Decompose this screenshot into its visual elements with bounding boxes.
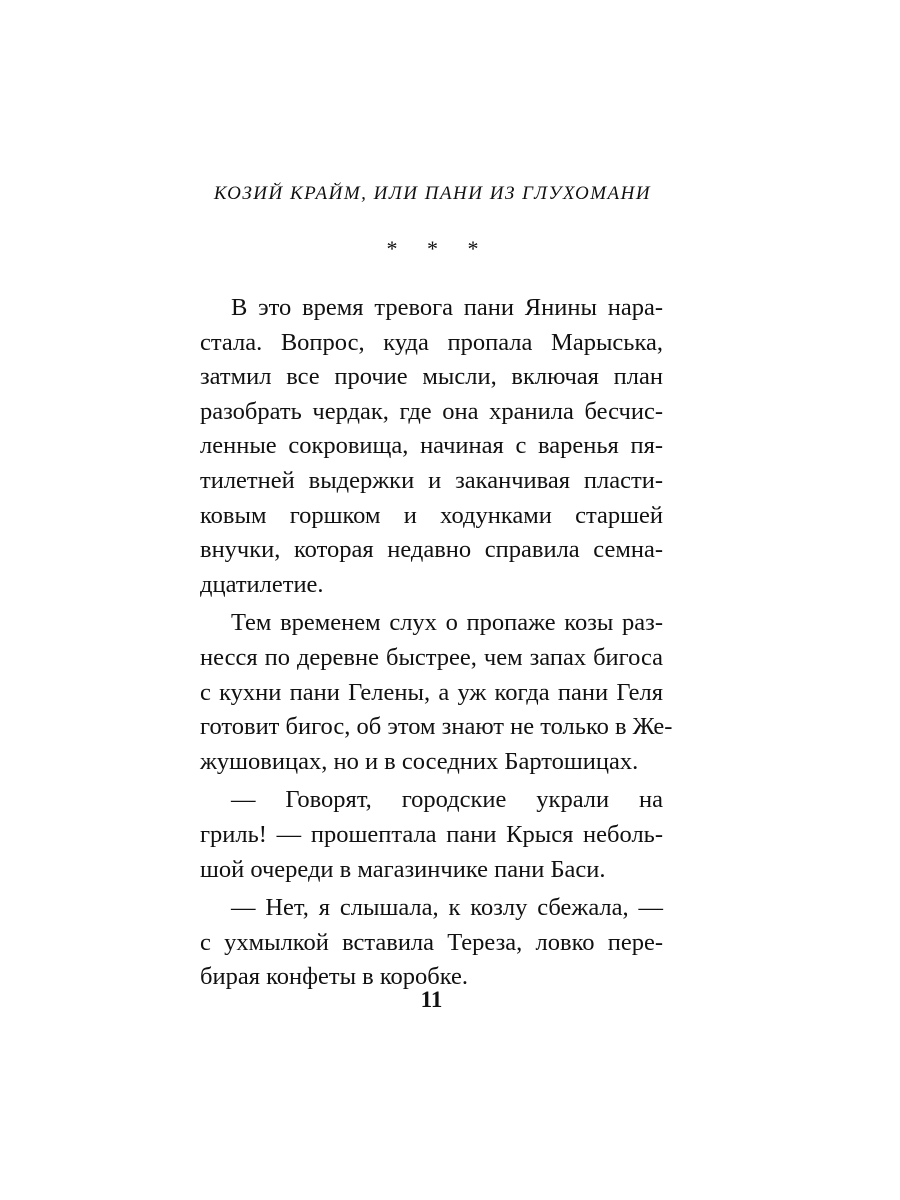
page-number: 11 — [420, 987, 443, 1012]
text-line: ленные сокровища, начиная с варенья пя- — [200, 432, 663, 460]
text-line: несся по деревне быстрее, чем запах бигоса — [200, 643, 663, 671]
text-line: гриль! — прошептала пани Крыся неболь- — [200, 820, 663, 848]
text-line: тилетней выдержки и заканчивая пласти- — [200, 466, 663, 494]
text-line: дцатилетие. — [200, 570, 324, 598]
text-line: Тем временем слух о пропаже козы раз- — [231, 609, 663, 637]
text-line: с кухни пани Гелены, а уж когда пани Геля — [200, 678, 663, 706]
running-head: КОЗИЙ КРАЙМ, ИЛИ ПАНИ ИЗ ГЛУХОМАНИ — [213, 183, 652, 204]
text-line: — Нет, я слышала, к козлу сбежала, — — [231, 894, 663, 922]
text-line: жушовицах, но и в соседних Бартошицах. — [200, 747, 639, 775]
text-line: шой очереди в магазинчике пани Баси. — [200, 855, 606, 883]
body-text — [200, 291, 673, 995]
text-line: ковым горшком и ходунками старшей — [200, 501, 663, 529]
text-line: стала. Вопрос, куда пропала Марыська, — [200, 328, 663, 356]
text-line: бирая конфеты в коробке. — [200, 963, 469, 991]
text-line: разобрать чердак, где она хранила бесчис- — [200, 397, 663, 425]
text-line: затмил все прочие мысли, включая план — [200, 363, 663, 391]
text-line: готовит бигос, об этом знают не только в Же- — [200, 713, 673, 741]
text-line: внучки, которая недавно справила семна- — [200, 536, 663, 564]
text-line: с ухмылкой вставила Тереза, ловко пере- — [200, 928, 663, 956]
text-line: — Говорят, городские украли на — [231, 786, 663, 814]
text-line: В это время тревога пани Янины нара- — [231, 294, 663, 321]
section-separator: * * * — [386, 236, 491, 261]
